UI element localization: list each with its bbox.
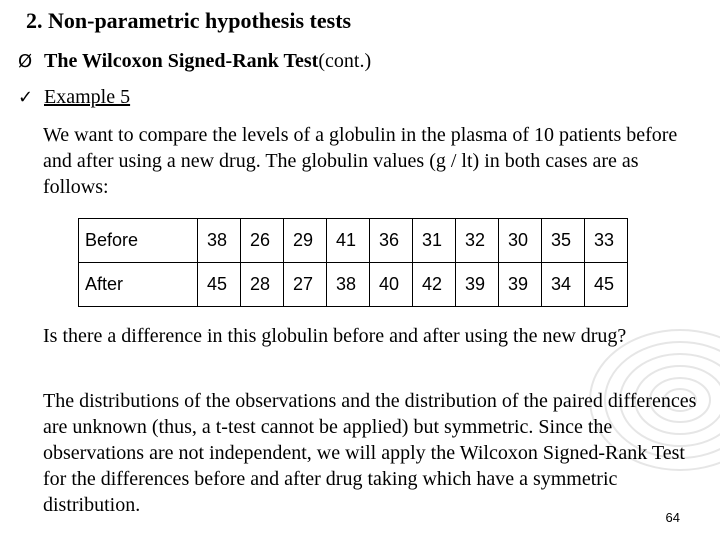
- bullet-wilcoxon-rest: (cont.): [318, 50, 372, 72]
- bullet-example-text: Example 5: [44, 86, 131, 108]
- bullet-example: [18, 86, 130, 109]
- table-cell: 39: [456, 263, 499, 307]
- intro-paragraph: We want to compare the levels of a globulin in the plasma of 10 patients before and after using a new drug. The globulin values (g / lt) in both cases are as follows:: [43, 124, 678, 198]
- table-row-before: [79, 219, 628, 263]
- table-cell: 36: [370, 219, 413, 263]
- bullet-wilcoxon: [18, 50, 371, 73]
- table-cell: 33: [585, 219, 628, 263]
- table-cell: 39: [499, 263, 542, 307]
- bullet-wilcoxon-strong: The Wilcoxon Signed-Rank Test: [44, 50, 319, 72]
- row-label-before: Before: [79, 219, 198, 263]
- row-label-after: After: [79, 263, 198, 307]
- explanation-paragraph: The distributions of the observations and the distribution of the paired differences are unknown (thus, a t-test cannot be applied) but symmetric. Since the observations are not independent, we will apply the Wilcoxon Signed-Rank Test for the differences before and after drug taking which have a symmetric distribution.: [43, 390, 697, 516]
- table-cell: 41: [327, 219, 370, 263]
- checkmark-icon: ✓: [18, 87, 34, 108]
- table-cell: 27: [284, 263, 327, 307]
- table-cell: 45: [585, 263, 628, 307]
- table-cell: 45: [198, 263, 241, 307]
- table-cell: 42: [413, 263, 456, 307]
- table-row-after: [79, 263, 628, 307]
- page-number: 64: [665, 510, 680, 525]
- table-cell: 38: [327, 263, 370, 307]
- table-cell: 34: [542, 263, 585, 307]
- slide-title: 2. Non-parametric hypothesis tests: [26, 8, 352, 33]
- question-paragraph: Is there a difference in this globulin before and after using the new drug?: [43, 325, 627, 347]
- table-cell: 40: [370, 263, 413, 307]
- table-cell: 26: [241, 219, 284, 263]
- globulin-table: [78, 218, 628, 307]
- table-cell: 35: [542, 219, 585, 263]
- table-cell: 30: [499, 219, 542, 263]
- arrow-bullet-icon: Ø: [18, 51, 33, 72]
- table-cell: 38: [198, 219, 241, 263]
- table-cell: 32: [456, 219, 499, 263]
- table-cell: 29: [284, 219, 327, 263]
- table-cell: 28: [241, 263, 284, 307]
- table-cell: 31: [413, 219, 456, 263]
